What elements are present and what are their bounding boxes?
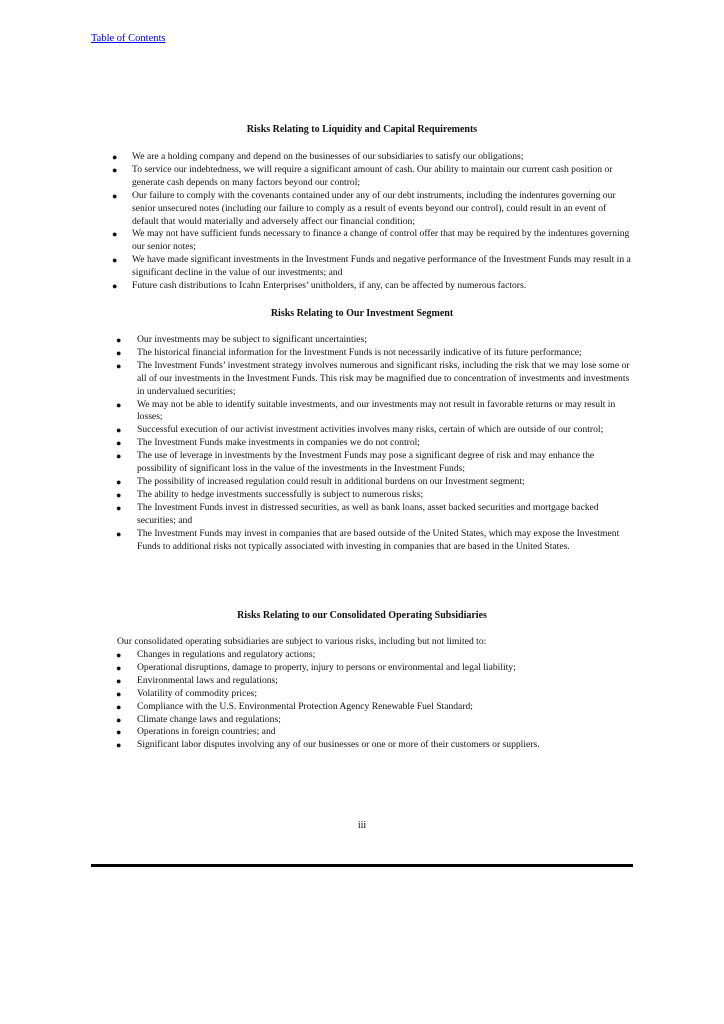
bullet-icon: ●: [116, 335, 122, 345]
bullet-icon: ●: [116, 489, 122, 500]
list-item: [116, 674, 634, 688]
list-item: [112, 254, 632, 280]
list-item-text: The possibility of increased regulation could result in additional burdens on our Investment segment;: [137, 475, 525, 487]
liquidity-risk-list: [112, 151, 632, 293]
list-item: [116, 359, 634, 399]
bullet-icon: ●: [116, 399, 122, 410]
list-item: [116, 726, 634, 739]
bullet-icon: ●: [116, 650, 122, 660]
bullet-icon: ●: [116, 714, 122, 725]
list-item-text: The use of leverage in investments by the Investment Funds may pose a significant degree of risk and may enhance the possibility of significant loss in the value of the investments in the Investment Funds;: [137, 450, 595, 475]
bullet-icon: ●: [116, 740, 122, 751]
list-item: [116, 713, 634, 727]
bullet-icon: ●: [116, 662, 122, 673]
list-item: [116, 687, 634, 701]
section-heading-liquidity: Risks Relating to Liquidity and Capital Requirements: [246, 124, 478, 135]
footer-rule: [91, 864, 633, 867]
bullet-icon: ●: [112, 164, 118, 175]
bullet-icon: ●: [116, 675, 122, 686]
bullet-icon: ●: [112, 190, 118, 201]
list-item: [116, 398, 634, 425]
bullet-icon: ●: [116, 688, 122, 699]
list-item-text: Future cash distributions to Icahn Enterprises’ unitholders, if any, can be affected by numerous factors.: [132, 280, 527, 292]
list-item: [116, 527, 634, 554]
table-of-contents-link[interactable]: Table of Contents: [91, 33, 166, 44]
list-item-text: Volatility of commodity prices;: [137, 687, 257, 699]
list-item-text: Operational disruptions, damage to property, injury to persons or environmental and legal liability;: [137, 661, 516, 673]
bullet-icon: ●: [112, 152, 118, 162]
bullet-icon: ●: [116, 528, 122, 539]
list-item: [112, 189, 632, 229]
bullet-icon: ●: [116, 360, 122, 371]
list-item-text: Successful execution of our activist investment activities involves many risks, certain of which are outside of our control;: [137, 424, 604, 436]
bullet-icon: ●: [116, 502, 122, 513]
operating-subsidiaries-intro: Our consolidated operating subsidiaries are subject to various risks, including but not limited to:: [117, 636, 487, 647]
list-item: [116, 501, 634, 528]
list-item-text: Significant labor disputes involving any of our businesses or one or more of their customers or suppliers.: [137, 739, 540, 751]
list-item: [112, 151, 632, 164]
bullet-icon: ●: [112, 255, 118, 266]
section-heading-investment: Risks Relating to Our Investment Segment: [270, 308, 454, 319]
list-item: [116, 661, 634, 675]
list-item-text: Operations in foreign countries; and: [137, 726, 276, 738]
list-item-text: The Investment Funds make investments in companies we do not control;: [137, 437, 420, 449]
list-item-text: We may not be able to identify suitable investments, and our investments may not result in favorable returns or may result in losses;: [137, 398, 616, 423]
list-item: [116, 649, 634, 662]
list-item: [116, 346, 634, 360]
bullet-icon: ●: [116, 425, 122, 436]
bullet-icon: ●: [116, 347, 122, 358]
bullet-icon: ●: [116, 727, 122, 738]
list-item: [116, 739, 634, 752]
bullet-icon: ●: [116, 701, 122, 712]
list-item: [116, 424, 634, 437]
list-item: [116, 700, 634, 714]
operating-risk-list: [116, 649, 634, 752]
list-item: [116, 488, 634, 502]
list-item-text: Environmental laws and regulations;: [137, 674, 278, 686]
bullet-icon: ●: [112, 229, 118, 240]
list-item-text: We are a holding company and depend on the businesses of our subsidiaries to satisfy our obligations;: [132, 151, 524, 162]
section-heading-operating-subsidiaries: Risks Relating to our Consolidated Operating Subsidiaries: [237, 610, 487, 621]
list-item-text: To service our indebtedness, we will require a significant amount of cash. Our ability to maintain our current cash position or generate cash depends on many factors beyond our control;: [132, 163, 613, 188]
list-item-text: We may not have sufficient funds necessary to finance a change of control offer that may be required by the indentures governing our senior notes;: [132, 228, 630, 253]
list-item-text: The historical financial information for the Investment Funds is not necessarily indicative of its future performance;: [137, 346, 582, 358]
bullet-icon: ●: [116, 451, 122, 462]
list-item: [112, 163, 632, 190]
list-item-text: The Investment Funds invest in distressed securities, as well as bank loans, asset backed securities and mortgage backed securities; and: [137, 501, 599, 526]
list-item: [116, 475, 634, 489]
bullet-icon: ●: [116, 438, 122, 449]
list-item-text: The Investment Funds’ investment strategy involves numerous and significant risks, including the risk that we may lose some or all of our investments in the Investment Funds. This risk may be magnified due to concentration of investments and investments in undervalued securities;: [137, 359, 630, 397]
list-item: [112, 280, 632, 293]
list-item: [112, 228, 632, 254]
bullet-icon: ●: [116, 476, 122, 487]
list-item-text: Changes in regulations and regulatory actions;: [137, 649, 316, 660]
list-item: [116, 450, 634, 476]
list-item-text: Our investments may be subject to significant uncertainties;: [137, 334, 367, 345]
list-item-text: We have made significant investments in the Investment Funds and negative performance of the Investment Funds may result in a significant decline in the value of our investments; and: [132, 254, 631, 279]
bullet-icon: ●: [112, 281, 118, 292]
list-item-text: Compliance with the U.S. Environmental Protection Agency Renewable Fuel Standard;: [137, 700, 473, 712]
list-item-text: The ability to hedge investments successfully is subject to numerous risks;: [137, 488, 424, 500]
list-item: [116, 437, 634, 450]
list-item: [116, 334, 634, 347]
investment-risk-list: [116, 334, 634, 553]
list-item-text: Our failure to comply with the covenants contained under any of our debt instruments, including the indentures governing our senior unsecured notes (including our failure to comply as a result of events beyond our control), could result in an event of default that would materially and adversely affect our financial condition;: [132, 189, 616, 227]
list-item-text: Climate change laws and regulations;: [137, 713, 281, 725]
list-item-text: The Investment Funds may invest in companies that are based outside of the United States, which may expose the Investment Funds to additional risks not typically associated with investing in companies that are based in the United States.: [137, 527, 620, 552]
page-number: iii: [357, 820, 367, 831]
